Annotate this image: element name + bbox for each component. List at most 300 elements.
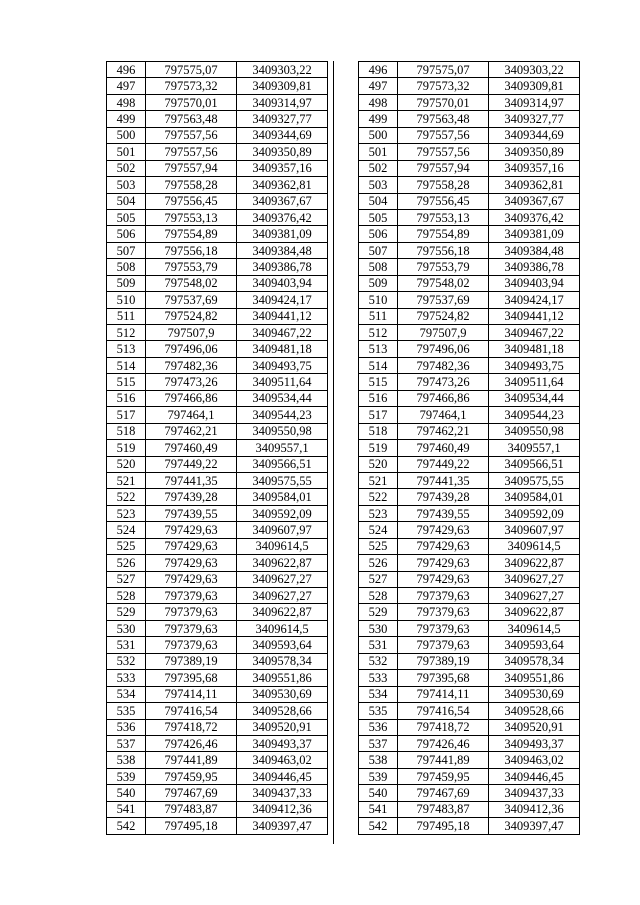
y-coordinate-cell: 3409381,09 (237, 226, 328, 242)
table-row (107, 177, 328, 193)
table-row (359, 735, 580, 751)
y-coordinate-cell: 3409511,64 (489, 374, 580, 390)
table-row (107, 390, 328, 406)
y-coordinate-cell: 3409578,34 (489, 653, 580, 669)
point-number-cell: 507 (107, 242, 146, 258)
y-coordinate-cell: 3409614,5 (237, 538, 328, 554)
y-coordinate-cell: 3409557,1 (237, 440, 328, 456)
y-coordinate-cell: 3409441,12 (489, 308, 580, 324)
table-row (107, 653, 328, 669)
point-number-cell: 515 (359, 374, 398, 390)
table-row (359, 407, 580, 423)
table-row (359, 144, 580, 160)
table-row (359, 78, 580, 94)
table-row (359, 538, 580, 554)
y-coordinate-cell: 3409384,48 (237, 242, 328, 258)
point-number-cell: 522 (107, 489, 146, 505)
x-coordinate-cell: 797473,26 (398, 374, 489, 390)
y-coordinate-cell: 3409424,17 (489, 292, 580, 308)
y-coordinate-cell: 3409622,87 (489, 555, 580, 571)
table-row (359, 325, 580, 341)
x-coordinate-cell: 797556,18 (398, 242, 489, 258)
x-coordinate-cell: 797389,19 (146, 653, 237, 669)
point-number-cell: 500 (107, 127, 146, 143)
point-number-cell: 526 (359, 555, 398, 571)
y-coordinate-cell: 3409614,5 (489, 620, 580, 636)
y-coordinate-cell: 3409622,87 (237, 604, 328, 620)
y-coordinate-cell: 3409493,37 (489, 735, 580, 751)
x-coordinate-cell: 797460,49 (398, 440, 489, 456)
x-coordinate-cell: 797418,72 (398, 719, 489, 735)
x-coordinate-cell: 797439,55 (398, 505, 489, 521)
x-coordinate-cell: 797429,63 (146, 571, 237, 587)
table-row (359, 423, 580, 439)
point-number-cell: 538 (359, 752, 398, 768)
x-coordinate-cell: 797467,69 (398, 785, 489, 801)
table-row (107, 275, 328, 291)
table-row (107, 719, 328, 735)
y-coordinate-cell: 3409534,44 (237, 390, 328, 406)
x-coordinate-cell: 797557,94 (146, 160, 237, 176)
table-row (107, 818, 328, 834)
x-coordinate-cell: 797414,11 (146, 686, 237, 702)
point-number-cell: 538 (107, 752, 146, 768)
y-coordinate-cell: 3409530,69 (489, 686, 580, 702)
point-number-cell: 512 (359, 325, 398, 341)
point-number-cell: 514 (107, 357, 146, 373)
x-coordinate-cell: 797459,95 (398, 768, 489, 784)
x-coordinate-cell: 797573,32 (146, 78, 237, 94)
y-coordinate-cell: 3409344,69 (237, 127, 328, 143)
x-coordinate-cell: 797441,89 (398, 752, 489, 768)
x-coordinate-cell: 797429,63 (146, 522, 237, 538)
y-coordinate-cell: 3409530,69 (237, 686, 328, 702)
x-coordinate-cell: 797495,18 (398, 818, 489, 834)
table-row (359, 242, 580, 258)
point-number-cell: 541 (359, 801, 398, 817)
y-coordinate-cell: 3409303,22 (237, 62, 328, 78)
x-coordinate-cell: 797426,46 (146, 735, 237, 751)
point-number-cell: 525 (359, 538, 398, 554)
table-row (359, 686, 580, 702)
y-coordinate-cell: 3409550,98 (237, 423, 328, 439)
table-row (359, 160, 580, 176)
point-number-cell: 511 (107, 308, 146, 324)
point-number-cell: 523 (107, 505, 146, 521)
table-row (359, 719, 580, 735)
x-coordinate-cell: 797441,35 (398, 472, 489, 488)
table-row (107, 127, 328, 143)
y-coordinate-cell: 3409544,23 (489, 407, 580, 423)
y-coordinate-cell: 3409593,64 (489, 637, 580, 653)
y-coordinate-cell: 3409362,81 (237, 177, 328, 193)
table-row (359, 177, 580, 193)
point-number-cell: 513 (359, 341, 398, 357)
point-number-cell: 531 (107, 637, 146, 653)
y-coordinate-cell: 3409327,77 (237, 111, 328, 127)
point-number-cell: 497 (359, 78, 398, 94)
x-coordinate-cell: 797379,63 (398, 637, 489, 653)
y-coordinate-cell: 3409424,17 (237, 292, 328, 308)
y-coordinate-cell: 3409584,01 (489, 489, 580, 505)
table-row (107, 670, 328, 686)
table-row (359, 571, 580, 587)
x-coordinate-cell: 797429,63 (398, 555, 489, 571)
point-number-cell: 505 (107, 209, 146, 225)
table-row (107, 489, 328, 505)
x-coordinate-cell: 797395,68 (398, 670, 489, 686)
y-coordinate-cell: 3409384,48 (489, 242, 580, 258)
coordinates-table-left-body (107, 62, 328, 835)
y-coordinate-cell: 3409309,81 (489, 78, 580, 94)
table-row (359, 357, 580, 373)
x-coordinate-cell: 797557,56 (398, 127, 489, 143)
x-coordinate-cell: 797557,56 (146, 127, 237, 143)
y-coordinate-cell: 3409386,78 (237, 259, 328, 275)
x-coordinate-cell: 797482,36 (146, 357, 237, 373)
table-row (359, 209, 580, 225)
y-coordinate-cell: 3409481,18 (489, 341, 580, 357)
table-row (107, 144, 328, 160)
point-number-cell: 505 (359, 209, 398, 225)
y-coordinate-cell: 3409463,02 (237, 752, 328, 768)
x-coordinate-cell: 797460,49 (146, 440, 237, 456)
point-number-cell: 507 (359, 242, 398, 258)
table-row (359, 341, 580, 357)
point-number-cell: 523 (359, 505, 398, 521)
x-coordinate-cell: 797395,68 (146, 670, 237, 686)
point-number-cell: 530 (107, 620, 146, 636)
y-coordinate-cell: 3409578,34 (237, 653, 328, 669)
table-row (359, 456, 580, 472)
x-coordinate-cell: 797466,86 (398, 390, 489, 406)
x-coordinate-cell: 797429,63 (398, 538, 489, 554)
y-coordinate-cell: 3409511,64 (237, 374, 328, 390)
y-coordinate-cell: 3409467,22 (489, 325, 580, 341)
x-coordinate-cell: 797570,01 (398, 94, 489, 110)
separator-line (333, 61, 334, 844)
y-coordinate-cell: 3409397,47 (489, 818, 580, 834)
table-row (107, 292, 328, 308)
point-number-cell: 524 (107, 522, 146, 538)
x-coordinate-cell: 797483,87 (146, 801, 237, 817)
table-row (359, 94, 580, 110)
y-coordinate-cell: 3409350,89 (489, 144, 580, 160)
y-coordinate-cell: 3409397,47 (237, 818, 328, 834)
x-coordinate-cell: 797379,63 (146, 620, 237, 636)
point-number-cell: 506 (107, 226, 146, 242)
point-number-cell: 532 (359, 653, 398, 669)
x-coordinate-cell: 797379,63 (398, 588, 489, 604)
x-coordinate-cell: 797473,26 (146, 374, 237, 390)
table-row (107, 193, 328, 209)
point-number-cell: 499 (359, 111, 398, 127)
y-coordinate-cell: 3409627,27 (489, 588, 580, 604)
point-number-cell: 535 (359, 703, 398, 719)
point-number-cell: 509 (359, 275, 398, 291)
point-number-cell: 539 (107, 768, 146, 784)
table-row (359, 604, 580, 620)
table-row (107, 259, 328, 275)
x-coordinate-cell: 797449,22 (398, 456, 489, 472)
table-row (107, 604, 328, 620)
x-coordinate-cell: 797426,46 (398, 735, 489, 751)
x-coordinate-cell: 797389,19 (398, 653, 489, 669)
point-number-cell: 534 (359, 686, 398, 702)
point-number-cell: 537 (359, 735, 398, 751)
y-coordinate-cell: 3409314,97 (489, 94, 580, 110)
x-coordinate-cell: 797418,72 (146, 719, 237, 735)
y-coordinate-cell: 3409446,45 (237, 768, 328, 784)
table-row (107, 94, 328, 110)
point-number-cell: 520 (107, 456, 146, 472)
x-coordinate-cell: 797557,94 (398, 160, 489, 176)
x-coordinate-cell: 797462,21 (146, 423, 237, 439)
x-coordinate-cell: 797575,07 (146, 62, 237, 78)
point-number-cell: 541 (107, 801, 146, 817)
point-number-cell: 501 (359, 144, 398, 160)
x-coordinate-cell: 797439,28 (146, 489, 237, 505)
table-row (107, 456, 328, 472)
y-coordinate-cell: 3409327,77 (489, 111, 580, 127)
point-number-cell: 499 (107, 111, 146, 127)
y-coordinate-cell: 3409446,45 (489, 768, 580, 784)
y-coordinate-cell: 3409367,67 (237, 193, 328, 209)
point-number-cell: 542 (107, 818, 146, 834)
x-coordinate-cell: 797563,48 (146, 111, 237, 127)
point-number-cell: 524 (359, 522, 398, 538)
y-coordinate-cell: 3409467,22 (237, 325, 328, 341)
y-coordinate-cell: 3409362,81 (489, 177, 580, 193)
x-coordinate-cell: 797379,63 (146, 588, 237, 604)
x-coordinate-cell: 797441,89 (146, 752, 237, 768)
point-number-cell: 504 (359, 193, 398, 209)
table-row (359, 505, 580, 521)
point-number-cell: 540 (107, 785, 146, 801)
y-coordinate-cell: 3409534,44 (489, 390, 580, 406)
point-number-cell: 512 (107, 325, 146, 341)
table-row (359, 818, 580, 834)
x-coordinate-cell: 797570,01 (146, 94, 237, 110)
table-row (107, 242, 328, 258)
point-number-cell: 496 (359, 62, 398, 78)
point-number-cell: 500 (359, 127, 398, 143)
table-row (359, 292, 580, 308)
table-row (359, 390, 580, 406)
point-number-cell: 529 (359, 604, 398, 620)
x-coordinate-cell: 797439,28 (398, 489, 489, 505)
y-coordinate-cell: 3409493,75 (237, 357, 328, 373)
table-row (359, 620, 580, 636)
y-coordinate-cell: 3409481,18 (237, 341, 328, 357)
table-row (359, 226, 580, 242)
point-number-cell: 537 (107, 735, 146, 751)
x-coordinate-cell: 797459,95 (146, 768, 237, 784)
point-number-cell: 527 (107, 571, 146, 587)
x-coordinate-cell: 797483,87 (398, 801, 489, 817)
y-coordinate-cell: 3409627,27 (237, 588, 328, 604)
y-coordinate-cell: 3409614,5 (237, 620, 328, 636)
x-coordinate-cell: 797507,9 (146, 325, 237, 341)
y-coordinate-cell: 3409344,69 (489, 127, 580, 143)
x-coordinate-cell: 797553,79 (146, 259, 237, 275)
table-row (107, 374, 328, 390)
y-coordinate-cell: 3409551,86 (489, 670, 580, 686)
table-row (107, 472, 328, 488)
y-coordinate-cell: 3409303,22 (489, 62, 580, 78)
y-coordinate-cell: 3409376,42 (489, 209, 580, 225)
x-coordinate-cell: 797575,07 (398, 62, 489, 78)
x-coordinate-cell: 797416,54 (398, 703, 489, 719)
y-coordinate-cell: 3409381,09 (489, 226, 580, 242)
y-coordinate-cell: 3409622,87 (489, 604, 580, 620)
table-row (107, 407, 328, 423)
table-row (107, 226, 328, 242)
point-number-cell: 542 (359, 818, 398, 834)
y-coordinate-cell: 3409314,97 (237, 94, 328, 110)
point-number-cell: 533 (359, 670, 398, 686)
y-coordinate-cell: 3409607,97 (489, 522, 580, 538)
x-coordinate-cell: 797467,69 (146, 785, 237, 801)
table-row (107, 209, 328, 225)
y-coordinate-cell: 3409463,02 (489, 752, 580, 768)
table-row (107, 111, 328, 127)
x-coordinate-cell: 797439,55 (146, 505, 237, 521)
table-row (107, 768, 328, 784)
x-coordinate-cell: 797379,63 (146, 604, 237, 620)
y-coordinate-cell: 3409412,36 (489, 801, 580, 817)
point-number-cell: 535 (107, 703, 146, 719)
y-coordinate-cell: 3409309,81 (237, 78, 328, 94)
y-coordinate-cell: 3409607,97 (237, 522, 328, 538)
coordinates-table-right (358, 61, 580, 835)
x-coordinate-cell: 797524,82 (398, 308, 489, 324)
table-row (359, 785, 580, 801)
point-number-cell: 531 (359, 637, 398, 653)
point-number-cell: 536 (107, 719, 146, 735)
x-coordinate-cell: 797556,45 (398, 193, 489, 209)
table-row (107, 588, 328, 604)
table-row (359, 752, 580, 768)
point-number-cell: 521 (107, 472, 146, 488)
table-row (107, 538, 328, 554)
x-coordinate-cell: 797548,02 (398, 275, 489, 291)
y-coordinate-cell: 3409622,87 (237, 555, 328, 571)
x-coordinate-cell: 797464,1 (146, 407, 237, 423)
y-coordinate-cell: 3409520,91 (489, 719, 580, 735)
point-number-cell: 515 (107, 374, 146, 390)
table-row (107, 440, 328, 456)
x-coordinate-cell: 797429,63 (398, 571, 489, 587)
x-coordinate-cell: 797554,89 (146, 226, 237, 242)
point-number-cell: 522 (359, 489, 398, 505)
table-row (107, 555, 328, 571)
coordinates-table-right-body (359, 62, 580, 835)
table-row (359, 588, 580, 604)
table-row (359, 374, 580, 390)
point-number-cell: 529 (107, 604, 146, 620)
point-number-cell: 504 (107, 193, 146, 209)
y-coordinate-cell: 3409566,51 (237, 456, 328, 472)
y-coordinate-cell: 3409566,51 (489, 456, 580, 472)
table-row (107, 801, 328, 817)
x-coordinate-cell: 797553,79 (398, 259, 489, 275)
y-coordinate-cell: 3409441,12 (237, 308, 328, 324)
x-coordinate-cell: 797553,13 (398, 209, 489, 225)
table-row (359, 127, 580, 143)
x-coordinate-cell: 797554,89 (398, 226, 489, 242)
table-row (359, 440, 580, 456)
y-coordinate-cell: 3409403,94 (237, 275, 328, 291)
point-number-cell: 502 (107, 160, 146, 176)
point-number-cell: 530 (359, 620, 398, 636)
point-number-cell: 518 (107, 423, 146, 439)
table-row (359, 670, 580, 686)
point-number-cell: 528 (107, 588, 146, 604)
x-coordinate-cell: 797558,28 (146, 177, 237, 193)
point-number-cell: 540 (359, 785, 398, 801)
point-number-cell: 519 (107, 440, 146, 456)
point-number-cell: 516 (359, 390, 398, 406)
point-number-cell: 513 (107, 341, 146, 357)
y-coordinate-cell: 3409357,16 (489, 160, 580, 176)
table-row (107, 62, 328, 78)
table-row (107, 357, 328, 373)
y-coordinate-cell: 3409575,55 (489, 472, 580, 488)
y-coordinate-cell: 3409575,55 (237, 472, 328, 488)
x-coordinate-cell: 797548,02 (146, 275, 237, 291)
point-number-cell: 498 (107, 94, 146, 110)
table-row (359, 308, 580, 324)
point-number-cell: 510 (359, 292, 398, 308)
table-row (359, 111, 580, 127)
x-coordinate-cell: 797537,69 (398, 292, 489, 308)
table-row (107, 325, 328, 341)
x-coordinate-cell: 797429,63 (146, 538, 237, 554)
table-row (107, 686, 328, 702)
point-number-cell: 503 (359, 177, 398, 193)
table-row (107, 637, 328, 653)
x-coordinate-cell: 797556,18 (146, 242, 237, 258)
y-coordinate-cell: 3409592,09 (489, 505, 580, 521)
point-number-cell: 527 (359, 571, 398, 587)
table-row (107, 341, 328, 357)
y-coordinate-cell: 3409386,78 (489, 259, 580, 275)
x-coordinate-cell: 797557,56 (146, 144, 237, 160)
x-coordinate-cell: 797379,63 (146, 637, 237, 653)
y-coordinate-cell: 3409350,89 (237, 144, 328, 160)
point-number-cell: 528 (359, 588, 398, 604)
x-coordinate-cell: 797556,45 (146, 193, 237, 209)
point-number-cell: 514 (359, 357, 398, 373)
table-row (107, 78, 328, 94)
table-row (107, 522, 328, 538)
y-coordinate-cell: 3409550,98 (489, 423, 580, 439)
y-coordinate-cell: 3409357,16 (237, 160, 328, 176)
y-coordinate-cell: 3409614,5 (489, 538, 580, 554)
point-number-cell: 508 (107, 259, 146, 275)
point-number-cell: 532 (107, 653, 146, 669)
point-number-cell: 501 (107, 144, 146, 160)
x-coordinate-cell: 797482,36 (398, 357, 489, 373)
table-row (359, 768, 580, 784)
table-row (359, 637, 580, 653)
x-coordinate-cell: 797379,63 (398, 604, 489, 620)
y-coordinate-cell: 3409520,91 (237, 719, 328, 735)
y-coordinate-cell: 3409557,1 (489, 440, 580, 456)
point-number-cell: 517 (359, 407, 398, 423)
y-coordinate-cell: 3409412,36 (237, 801, 328, 817)
